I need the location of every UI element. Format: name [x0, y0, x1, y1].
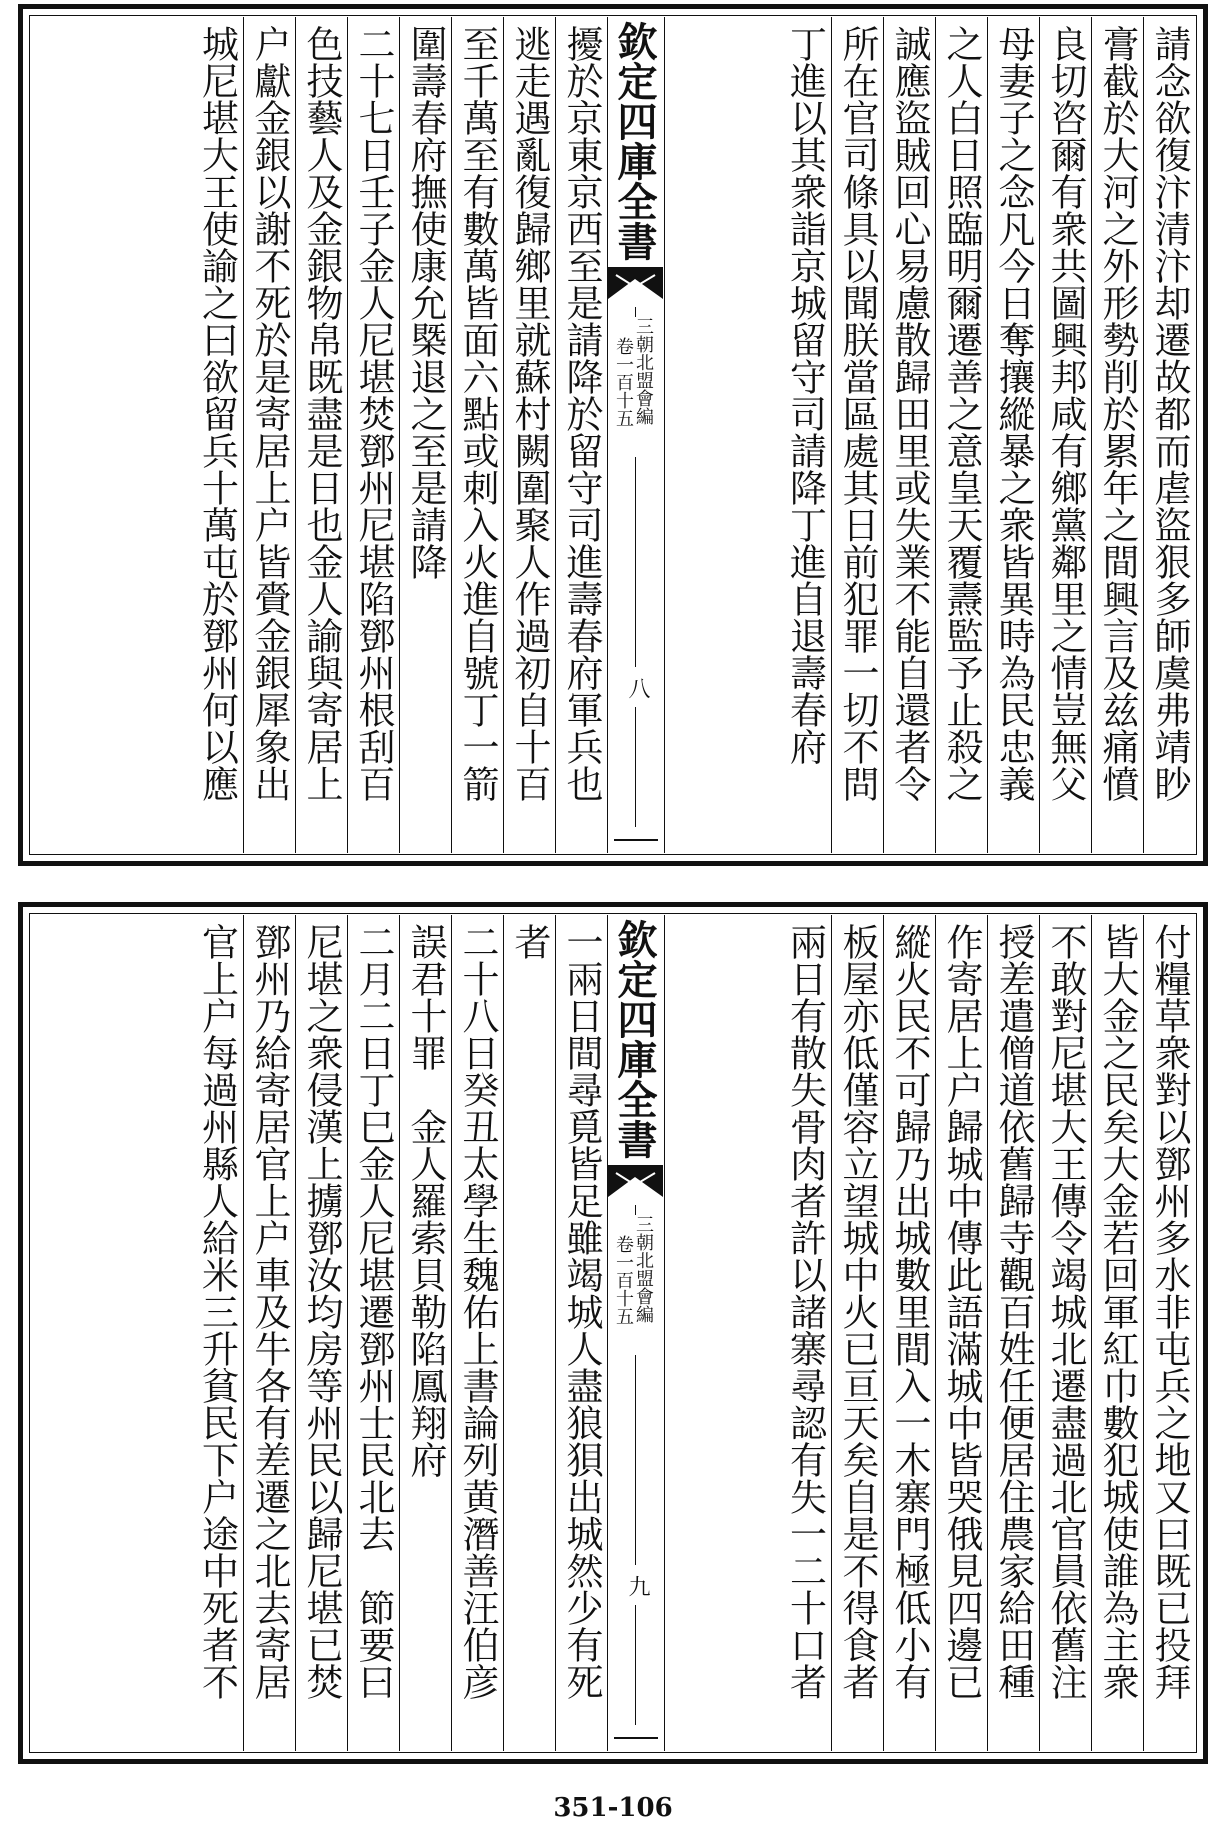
text-column	[987, 17, 1039, 853]
spine-title: 欽定四庫全書	[611, 919, 658, 1159]
fish-tail-mark-icon	[608, 1163, 663, 1199]
spine-line	[635, 707, 636, 827]
page-bottom	[18, 902, 1208, 1764]
column-text: 母妻子之念凡今日奪攘縱暴之衆皆異時為民忠義	[992, 25, 1035, 802]
text-column	[347, 17, 399, 853]
text-column	[935, 17, 987, 853]
spine-subtitle: 三朝北盟會編	[633, 317, 654, 425]
column-text: 鄧州乃給寄居官上户車及牛各有差遷之北去寄居	[248, 923, 291, 1700]
text-column	[1091, 915, 1143, 1751]
spine-subtitle: 三朝北盟會編	[633, 1215, 654, 1323]
spine-line	[635, 1605, 636, 1725]
text-column	[779, 915, 831, 1751]
text-column	[987, 915, 1039, 1751]
left-text-panel	[31, 915, 607, 1751]
spine-line	[635, 1355, 636, 1565]
column-text: 一兩日間尋覓皆足雖竭城人盡狼狽出城然少有死	[560, 923, 603, 1700]
spine-leaf-number: 八	[625, 677, 650, 699]
column-text: 縱火民不可歸乃出城數里間入一木寨門極低小有	[888, 923, 931, 1700]
spine-foot-rule	[614, 1737, 658, 1739]
spine-line	[635, 1205, 636, 1215]
column-text: 所在官司條具以聞朕當區處其日前犯罪一切不問	[836, 25, 879, 802]
text-column	[555, 17, 607, 853]
page-number: 351-106	[553, 1793, 673, 1823]
column-text: 皆大金之民矣大金若回軍紅巾數犯城使誰為主衆	[1096, 923, 1139, 1700]
column-text: 付糧草衆對以鄧州多水非屯兵之地又曰既已投拜	[1148, 923, 1191, 1700]
column-text: 二十八日癸丑太學生魏佑上書論列黄潛善汪伯彦	[456, 923, 499, 1700]
text-column	[191, 17, 243, 853]
page-top	[18, 4, 1208, 866]
column-text: 擾於京東京西至是請降於留守司進壽春府軍兵也	[560, 25, 603, 802]
column-text: 者	[508, 923, 551, 960]
center-spine	[607, 17, 665, 853]
spine-volume: 卷一百十五	[613, 337, 634, 427]
column-text: 膏截於大河之外形勢削於累年之間興言及兹痛憤	[1096, 25, 1139, 802]
text-column	[347, 915, 399, 1751]
column-text: 丁進以其衆詣京城留守司請降丁進自退壽春府	[783, 25, 827, 765]
column-text: 授差遣僧道依舊歸寺觀百姓任便居住農家給田種	[992, 923, 1035, 1700]
column-text: 色技藝人及金銀物帛既盡是日也金人諭與寄居上	[300, 25, 343, 802]
text-column	[883, 915, 935, 1751]
right-text-panel	[623, 915, 1195, 1751]
column-text: 官上户每過州縣人給米三升貧民下户途中死者不	[195, 923, 239, 1700]
column-text: 圍壽春府撫使康允槩退之至是請降	[404, 25, 447, 580]
column-text: 尼堪之衆侵漢上擄鄧汝均房等州民以歸尼堪已焚	[300, 923, 343, 1700]
column-text: 至千萬至有數萬皆面六點或刺入火進自號丁一箭	[456, 25, 499, 802]
column-text: 城尼堪大王使諭之曰欲留兵十萬屯於鄧州何以應	[195, 25, 239, 802]
text-column	[779, 17, 831, 853]
left-text-panel	[31, 17, 607, 853]
column-text: 作寄居上户歸城中傳此語滿城中皆哭俄見四邊已	[940, 923, 983, 1700]
spine-foot-rule	[614, 839, 658, 841]
center-spine	[607, 915, 665, 1751]
text-column	[243, 17, 295, 853]
fish-tail-mark-icon	[608, 265, 663, 301]
column-text: 不敢對尼堪大王傳令竭城北遷盡過北官員依舊注	[1044, 923, 1087, 1700]
column-text: 二月二日丁巳金人尼堪遷鄧州士民北去 節要曰	[352, 923, 395, 1700]
column-text: 二十七日壬子金人尼堪焚鄧州尼堪陷鄧州根刮百	[352, 25, 395, 802]
text-column	[503, 915, 555, 1751]
text-column	[503, 17, 555, 853]
text-column	[1143, 915, 1195, 1751]
column-text: 誤君十罪 金人羅索貝勒陷鳳翔府	[404, 923, 447, 1478]
text-column	[191, 915, 243, 1751]
column-text: 兩日有散失骨肉者許以諸寨尋認有失一二十口者	[783, 923, 827, 1700]
text-column	[1091, 17, 1143, 853]
text-column	[935, 915, 987, 1751]
text-column	[399, 17, 451, 853]
text-column	[831, 915, 883, 1751]
text-column	[295, 915, 347, 1751]
spine-line	[635, 307, 636, 317]
text-column	[451, 915, 503, 1751]
spine-leaf-number: 九	[625, 1575, 650, 1597]
text-column	[831, 17, 883, 853]
spine-volume: 卷一百十五	[613, 1235, 634, 1325]
text-column	[243, 915, 295, 1751]
spine-title: 欽定四庫全書	[611, 21, 658, 261]
column-text: 板屋亦低僅容立望城中火已亘天矣自是不得食者	[836, 923, 879, 1700]
text-column	[1039, 17, 1091, 853]
text-column	[451, 17, 503, 853]
column-text: 請念欲復汴清汴却遷故都而虐盜狠多師虞弗靖眇	[1148, 25, 1191, 802]
column-text: 誠應盜賊回心易慮散歸田里或失業不能自還者令	[888, 25, 931, 802]
right-text-panel	[623, 17, 1195, 853]
column-text: 良切咨爾有衆共圖興邦咸有鄉黨鄰里之情豈無父	[1044, 25, 1087, 802]
column-text: 逃走遇亂復歸鄉里就蘇村闕圍聚人作過初自十百	[508, 25, 551, 802]
column-text: 之人白日照臨明爾遷善之意皇天覆燾監予止殺之	[940, 25, 983, 802]
spine-line	[635, 457, 636, 667]
text-column	[295, 17, 347, 853]
text-column	[1143, 17, 1195, 853]
text-column	[883, 17, 935, 853]
text-column	[555, 915, 607, 1751]
column-text: 户獻金銀以謝不死於是寄居上户皆賫金銀犀象出	[248, 25, 291, 802]
text-column	[1039, 915, 1091, 1751]
text-column	[399, 915, 451, 1751]
